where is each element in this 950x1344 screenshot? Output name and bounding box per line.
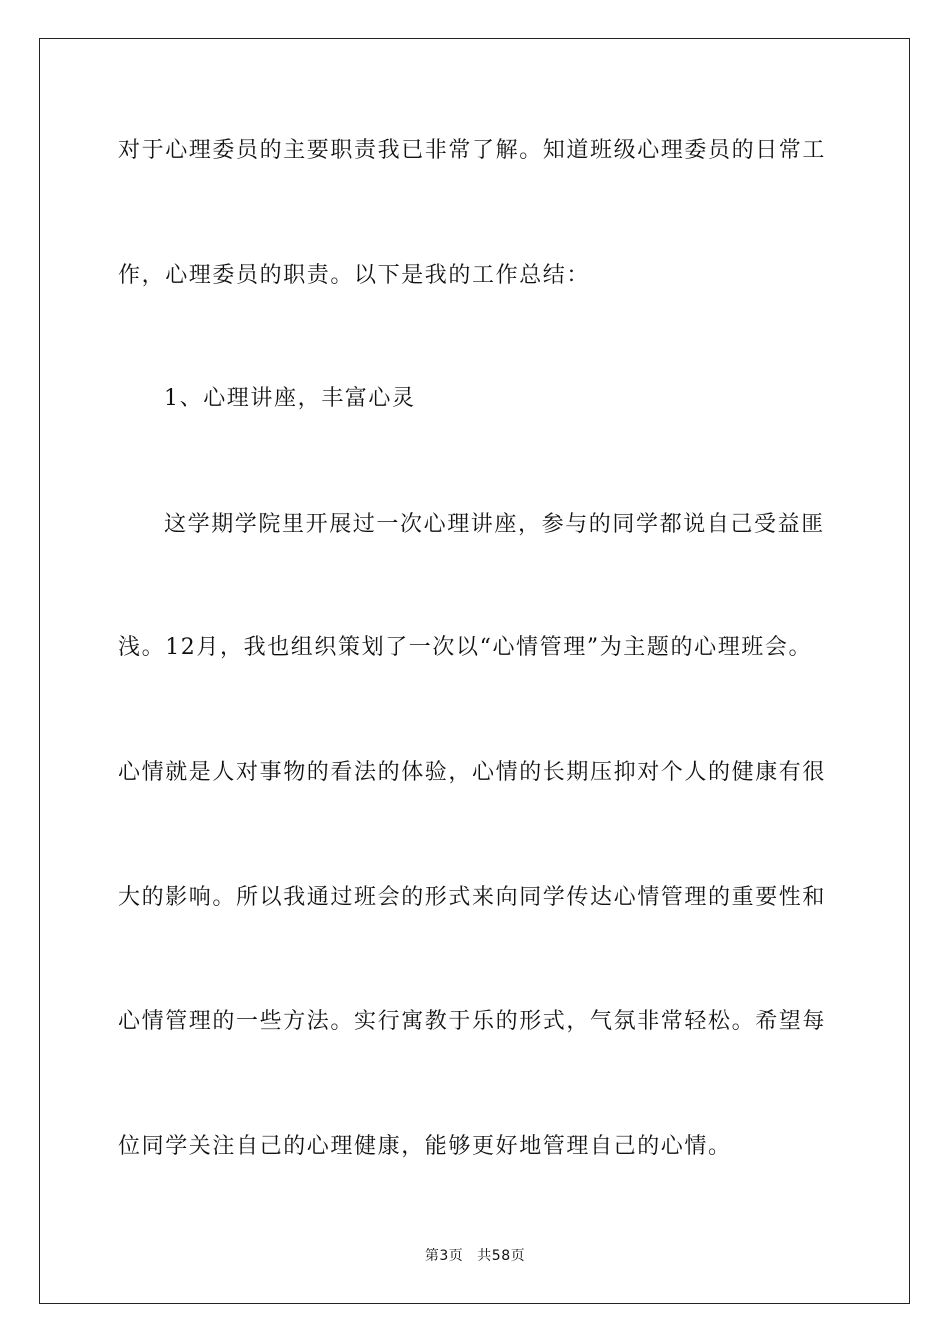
- body-line-7: 心情管理的一些方法。实行寓教于乐的形式，气氛非常轻松。希望每: [118, 1009, 827, 1034]
- body-line-8: 位同学关注自己的心理健康，能够更好地管理自己的心情。: [118, 1134, 732, 1159]
- body-line-4: 浅。12月，我也组织策划了一次以“心情管理”为主题的心理班会。: [118, 635, 813, 660]
- section-heading: 1、心理讲座，丰富心灵: [164, 386, 416, 411]
- page-frame: [39, 38, 910, 1304]
- page-number: 第3页: [424, 1248, 464, 1264]
- body-line-1: 对于心理委员的主要职责我已非常了解。知道班级心理委员的日常工: [118, 138, 827, 163]
- body-line-3: 这学期学院里开展过一次心理讲座，参与的同学都说自己受益匪: [164, 512, 825, 537]
- body-line-2: 作，心理委员的职责。以下是我的工作总结：: [118, 263, 591, 288]
- page-total: 共58页: [477, 1248, 526, 1264]
- body-line-6: 大的影响。所以我通过班会的形式来向同学传达心情管理的重要性和: [118, 885, 827, 910]
- body-line-5: 心情就是人对事物的看法的体验，心情的长期压抑对个人的健康有很: [118, 760, 827, 785]
- page-footer: [0, 1247, 950, 1265]
